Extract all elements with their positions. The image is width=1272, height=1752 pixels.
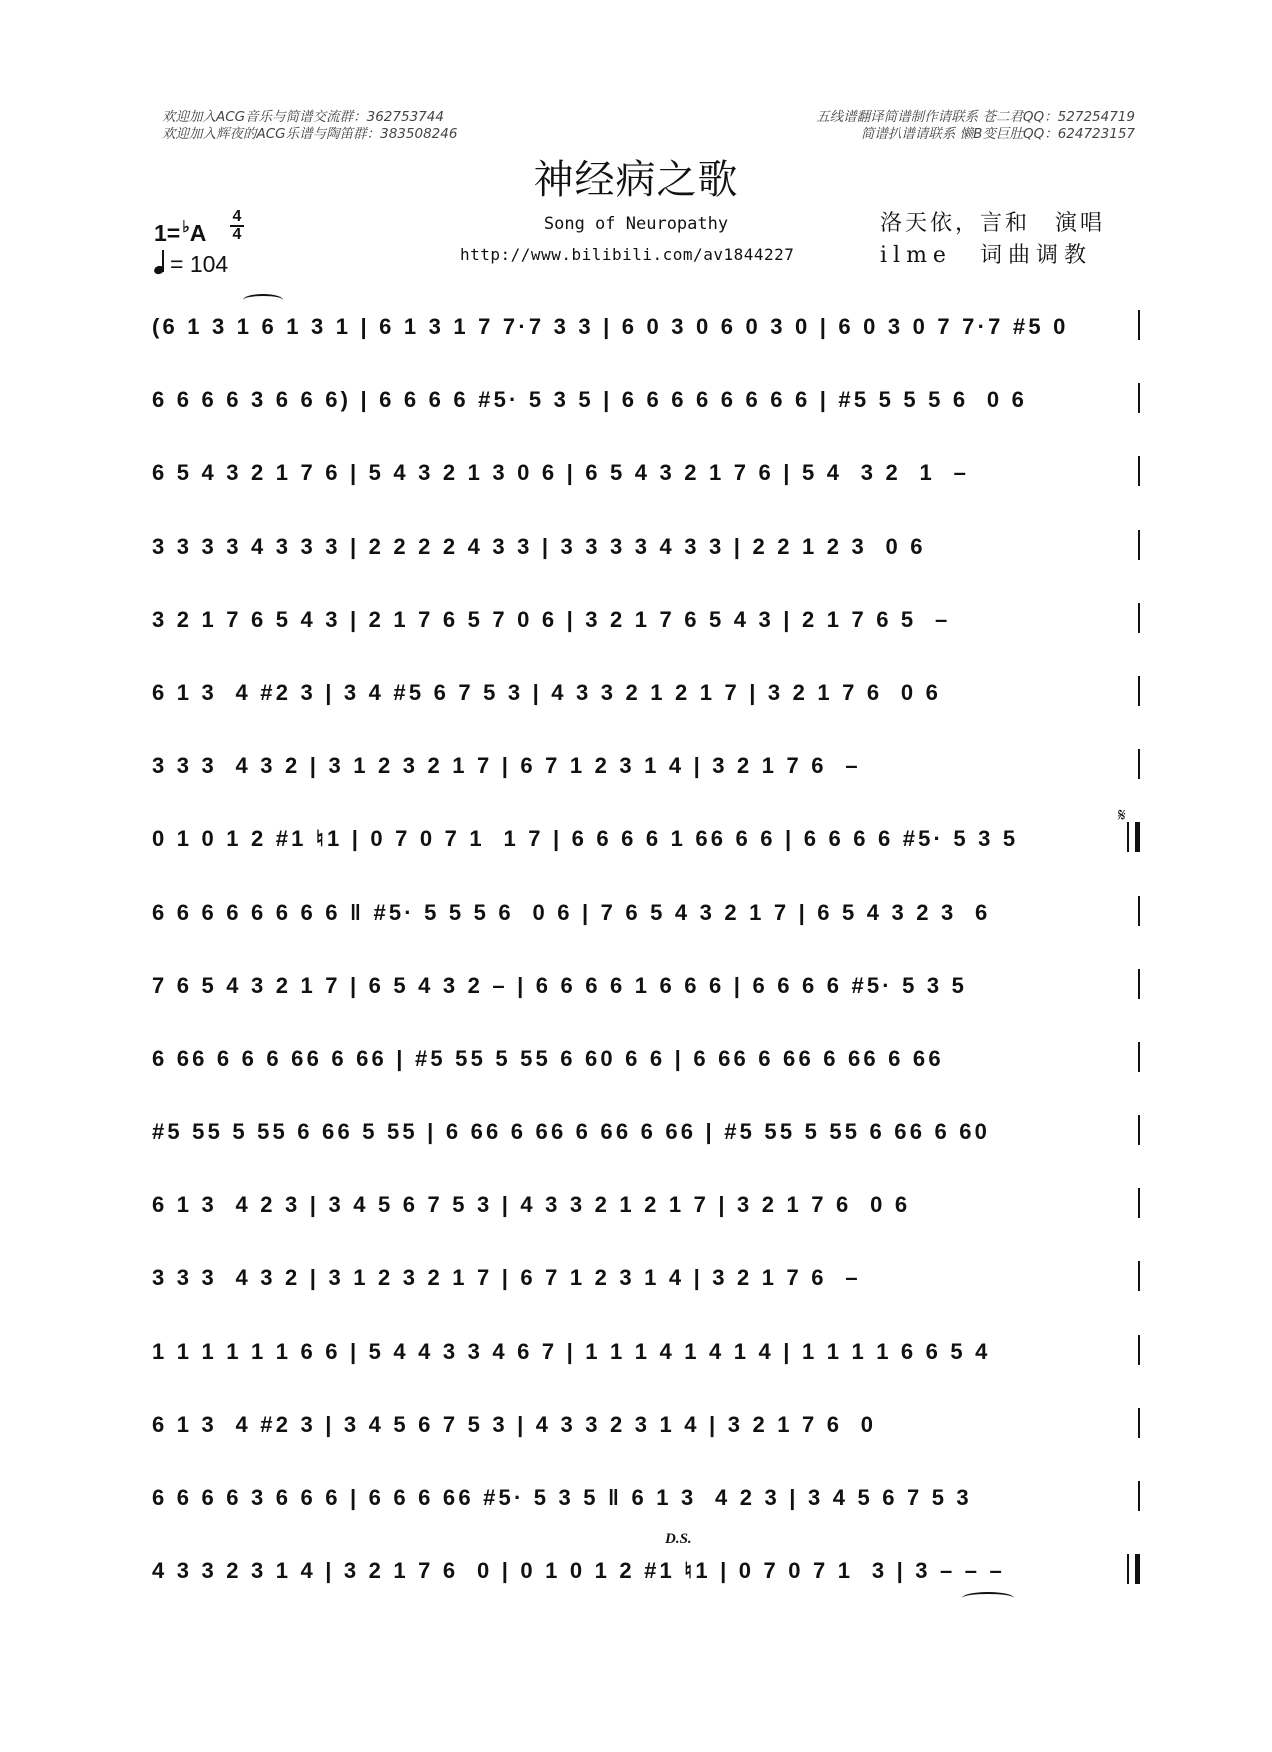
contact-info-2: 简谱扒谱请联系 懒B变巨肚QQ：624723157 [860, 126, 1135, 142]
song-subtitle: Song of Neuropathy [543, 214, 729, 234]
barline [1138, 1261, 1140, 1291]
score-line-text: 6 1 3 4 #2 3 | 3 4 #5 6 7 5 3 | 4 3 3 2 1 2 1 7 | 3 2 1 7 6 0 6 [152, 679, 942, 705]
score-line-text: 3 3 3 4 3 2 | 3 1 2 3 2 1 7 | 6 7 1 2 3 1 4 | 3 2 1 7 6 – [152, 1265, 861, 1291]
score-line [152, 1325, 1134, 1398]
score-line-text: 3 3 3 3 4 3 3 3 | 2 2 2 2 4 3 3 | 3 3 3 3 4 3 3 | 2 2 1 2 3 0 6 [152, 533, 926, 559]
score-line [152, 666, 1134, 739]
quarter-note-icon [154, 250, 167, 276]
score-line [152, 373, 1134, 446]
score-line [152, 959, 1134, 1032]
key-signature [154, 217, 206, 247]
score-line [152, 1032, 1134, 1105]
group-info-2: 欢迎加入辉夜的ACG乐谱与陶笛群：383508246 [162, 126, 458, 142]
header-right [816, 109, 1135, 143]
score-line-text: 6 1 3 4 #2 3 | 3 4 5 6 7 5 3 | 4 3 3 2 3 1 4 | 3 2 1 7 6 0 [152, 1411, 877, 1437]
score-line-text: 3 3 3 4 3 2 | 3 1 2 3 2 1 7 | 6 7 1 2 3 1 4 | 3 2 1 7 6 – [152, 753, 861, 779]
group-info-1: 欢迎加入ACG音乐与简谱交流群：362753744 [162, 109, 444, 125]
score-line [152, 1105, 1134, 1178]
header-left [162, 109, 457, 143]
score [152, 300, 1134, 1617]
score-line [152, 739, 1134, 812]
segno-icon: 𝄋 [1118, 805, 1126, 826]
flat-icon: ♭ [182, 219, 190, 236]
barline [1138, 749, 1140, 779]
key-letter: A [189, 220, 207, 246]
score-line [152, 1471, 1134, 1544]
score-line-text: 7 6 5 4 3 2 1 7 | 6 5 4 3 2 – | 6 6 6 6 1 6 6 6 | 6 6 6 6 #5· 5 3 5 [152, 972, 968, 998]
song-title: 神经病之歌 [533, 157, 739, 203]
tempo-marking [154, 250, 228, 278]
barline [1138, 456, 1140, 486]
barline [1138, 1408, 1140, 1438]
key-prefix: 1= [154, 220, 181, 246]
barline [1138, 310, 1140, 340]
final-barline [1127, 1554, 1140, 1584]
credits [880, 208, 1105, 272]
barline [1138, 896, 1140, 926]
barline [1138, 1188, 1140, 1218]
score-line-text: #5 55 5 55 6 66 5 55 | 6 66 6 66 6 66 6 66 | #5 55 5 55 6 66 6 60 [152, 1119, 991, 1145]
score-line-text: 6 1 3 4 2 3 | 3 4 5 6 7 5 3 | 4 3 3 2 1 2 1 7 | 3 2 1 7 6 0 6 [152, 1192, 911, 1218]
barline [1138, 1115, 1140, 1145]
barline [1138, 1481, 1140, 1511]
score-line-text: 6 6 6 6 3 6 6 6 | 6 6 6 66 #5· 5 3 5 ‖ 6 1 3 4 2 3 | 3 4 5 6 7 5 3 [152, 1485, 972, 1510]
time-top: 4 [232, 208, 242, 225]
barline [1138, 676, 1140, 706]
dal-segno-mark: D.S. [665, 1531, 692, 1547]
score-line [152, 1178, 1134, 1251]
barline [1138, 1335, 1140, 1365]
score-line-text: 4 3 3 2 3 1 4 | 3 2 1 7 6 0 | 0 1 0 1 2 #1 ♮1 | 0 7 0 7 1 3 | 3 – – – [152, 1558, 1005, 1584]
barline [1138, 530, 1140, 560]
score-line-text: 6 66 6 6 6 66 6 66 | #5 55 5 55 6 60 6 6 | 6 66 6 66 6 66 6 66 [152, 1045, 944, 1071]
score-line [152, 1398, 1134, 1471]
score-line-text: 1 1 1 1 1 1 6 6 | 5 4 4 3 3 4 6 7 | 1 1 1 4 1 4 1 4 | 1 1 1 1 6 6 5 4 [152, 1338, 991, 1364]
score-line [152, 1251, 1134, 1324]
barline [1138, 603, 1140, 633]
credits-composer: ilme 词曲调教 [880, 243, 1092, 268]
score-line-text: 6 6 6 6 3 6 6 6) | 6 6 6 6 #5· 5 3 5 | 6 6 6 6 6 6 6 6 | #5 5 5 5 6 0 6 [152, 387, 1028, 413]
score-line-text: (6 1 3 1 6 1 3 1 | 6 1 3 1 7 7·7 3 3 | 6 0 3 0 6 0 3 0 | 6 0 3 0 7 7·7 #5 0 [152, 314, 1069, 339]
score-line-text: 0 1 0 1 2 #1 ♮1 | 0 7 0 7 1 1 7 | 6 6 6 6 1 66 6 6 | 6 6 6 6 #5· 5 3 5 [152, 826, 1019, 852]
score-line [152, 812, 1134, 885]
time-bottom: 4 [232, 226, 242, 243]
time-signature [230, 210, 244, 242]
barline [1138, 969, 1140, 999]
double-barline [1127, 822, 1140, 852]
score-line [152, 300, 1134, 373]
credits-singers: 洛天依，言和 演唱 [880, 211, 1106, 236]
score-line [152, 520, 1134, 593]
score-line [152, 1544, 1134, 1617]
score-line-text: 3 2 1 7 6 5 4 3 | 2 1 7 6 5 7 0 6 | 3 2 1 7 6 5 4 3 | 2 1 7 6 5 – [152, 606, 951, 632]
tempo-value: = 104 [170, 251, 229, 277]
score-line [152, 886, 1134, 959]
source-url: http://www.bilibili.com/av1844227 [460, 245, 795, 264]
score-line-text: 6 5 4 3 2 1 7 6 | 5 4 3 2 1 3 0 6 | 6 5 4 3 2 1 7 6 | 5 4 3 2 1 – [152, 460, 970, 486]
score-line [152, 446, 1134, 519]
barline [1138, 1042, 1140, 1072]
score-line [152, 593, 1134, 666]
barline [1138, 383, 1140, 413]
contact-info-1: 五线谱翻译简谱制作请联系 苍二君QQ：527254719 [816, 109, 1135, 125]
score-line-text: 6 6 6 6 6 6 6 6 ‖ #5· 5 5 5 6 0 6 | 7 6 5 4 3 2 1 7 | 6 5 4 3 2 3 6 [152, 899, 991, 925]
